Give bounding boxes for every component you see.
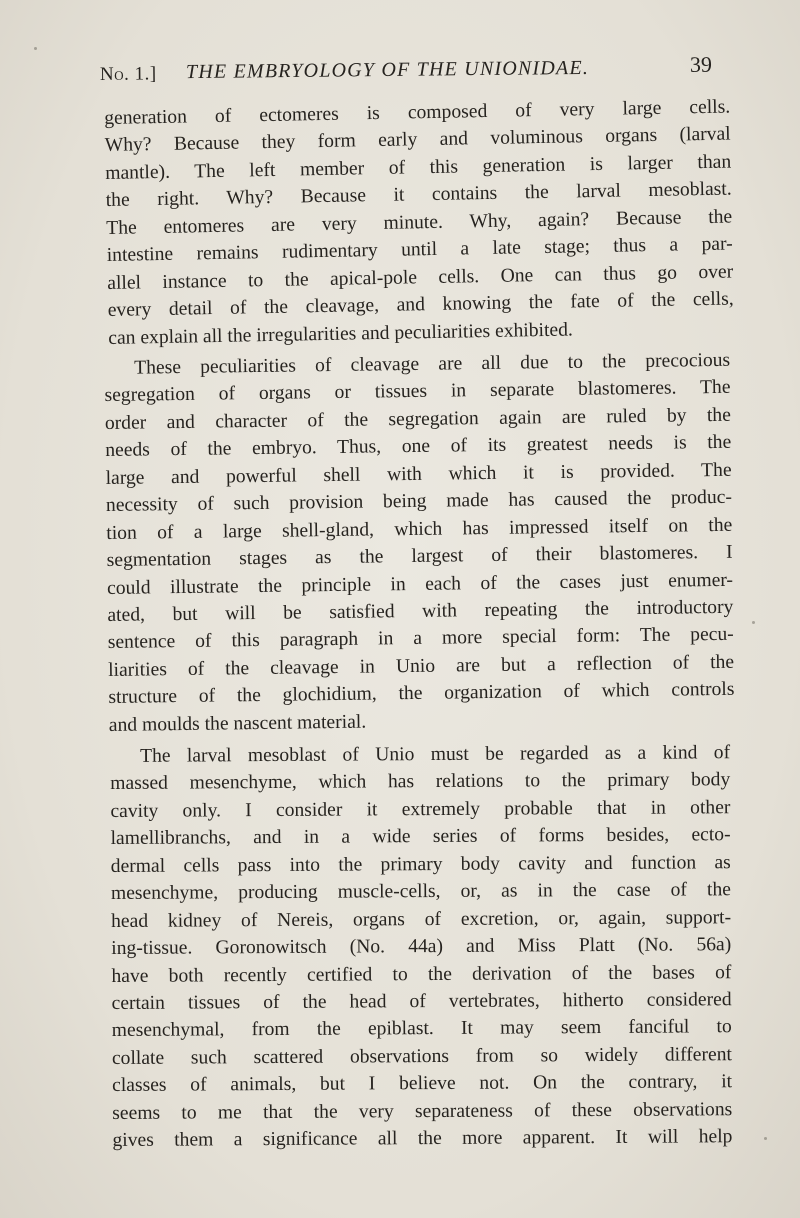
text-line: These peculiarities of cleavage are all due to the precocious (134, 349, 731, 379)
text-line: needs of the embryo. Thus, one of its greatest needs is the (105, 432, 732, 462)
text-line: lamellibranchs, and in a wide series of forms besides, ecto- (110, 824, 731, 850)
body-text (104, 96, 735, 1155)
paragraph (110, 739, 733, 1154)
text-line: seems to me that the very separateness of these observations (112, 1098, 733, 1124)
paragraph (104, 94, 734, 352)
text-line: massed mesenchyme, which has relations to the primary body (110, 769, 731, 795)
text-line: certain tissues of the head of vertebrates, hitherto considered (111, 989, 732, 1014)
text-line: allel instance to the apical-pole cells. One can thus go over (107, 261, 734, 294)
text-line: cavity only. I consider it extremely probable that in other (110, 797, 731, 822)
text-line: mesenchyme, producing muscle-cells, or, as in the case of the (110, 879, 731, 905)
text-line: sentence of this paragraph in a more special form: The pecu- (107, 624, 734, 654)
text-line: head kidney of Nereis, organs of excretion, or, again, support- (111, 906, 732, 932)
text-line: classes of animals, but I believe not. On the contrary, it (112, 1071, 733, 1097)
running-header (100, 52, 712, 92)
text-line: tion of a large shell-gland, which has impressed itself on the (106, 514, 733, 544)
text-line: structure of the glochidium, the organization of which controls (108, 678, 735, 709)
text-line: can explain all the irregularities and peculiarities exhibited. (108, 318, 574, 349)
paper-speck (764, 1137, 767, 1140)
text-line: collate such scattered observations from so widely different (111, 1044, 732, 1069)
text-line: generation of ectomeres is composed of very large cells. (104, 96, 731, 129)
text-line: gives them a significance all the more apparent. It will help (112, 1126, 733, 1152)
text-line: necessity of such provision being made has caused the produc- (105, 486, 733, 517)
text-line: The entomeres are very minute. Why, again? Because the (106, 206, 733, 239)
text-line: and moulds the nascent material. (108, 711, 367, 736)
text-line: mesenchymal, from the epiblast. It may seem fanciful to (111, 1016, 732, 1042)
text-line: Why? Because they form early and voluminous organs (larval (104, 123, 731, 157)
paper-speck (752, 621, 755, 624)
page-number: 39 (689, 51, 713, 77)
text-line: liarities of the cleavage in Unio are but a reflection of the (107, 651, 735, 681)
running-title: THE EMBRYOLOGY OF THE UNIONIDAE. (185, 56, 590, 84)
text-line: mantle). The left member of this generation is larger than (105, 151, 732, 184)
text-line: every detail of the cleavage, and knowing the fate of the cells, (107, 288, 734, 322)
text-line: the right. Why? Because it contains the larval mesoblast. (105, 178, 732, 212)
text-line: segmentation stages as the largest of their blastomeres. I (106, 541, 733, 571)
text-line: could illustrate the principle in each of the cases just enumer- (106, 569, 734, 599)
text-line: ated, but will be satisfied with repeating the introductory (107, 596, 734, 626)
text-line: intestine remains rudimentary until a late stage; thus a par- (106, 233, 733, 267)
text-line: ing-tissue. Goronowitsch (No. 44a) and Miss Platt (No. 56a) (111, 934, 732, 960)
text-line: have both recently certified to the derivation of the bases of (111, 961, 732, 987)
paper-speck (34, 47, 37, 50)
paragraph (104, 347, 735, 739)
issue-number: No. 1.] (99, 63, 157, 85)
text-line: dermal cells pass into the primary body cavity and function as (110, 852, 731, 877)
text-line: The larval mesoblast of Unio must be regarded as a kind of (140, 742, 731, 767)
text-line: order and character of the segregation again are ruled by the (104, 404, 731, 434)
text-line: large and powerful shell with which it is provided. The (105, 459, 732, 489)
text-line: segregation of organs or tissues in separate blastomeres. The (104, 377, 731, 407)
